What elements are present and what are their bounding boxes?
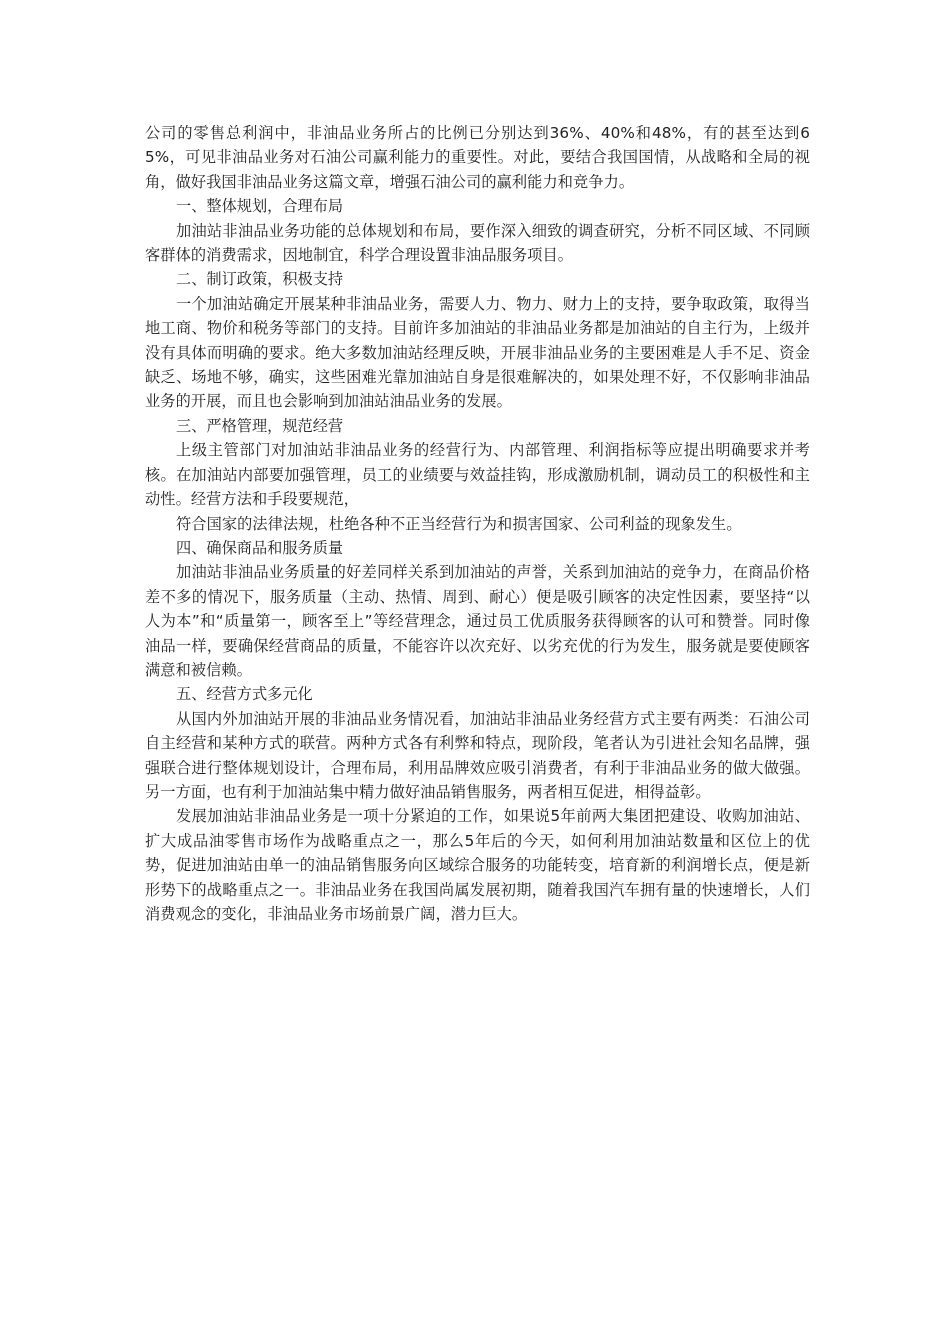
section-heading-3: 三、严格管理，规范经营 xyxy=(176,416,344,435)
paragraph-quality: 加油站非油品业务质量的好差同样关系到加油站的声誉，关系到加油站的竞争力，在商品价格差不多的情况下，服务质量（主动、热情、周到、耐心）便是吸引顾客的决定性因素，要坚持“以人为本”和“质量第一，顾客至上”等经营理念，通过员工优质服务获得顾客的认可和赞誉。同时像油品一样，要确保经营商品的质量，不能容许以次充好、以劣充优的行为发生，服务就是要使顾客满意和被信赖。 xyxy=(145,563,810,679)
section-heading-5: 五、经营方式多元化 xyxy=(176,685,313,704)
paragraph-diversification: 从国内外加油站开展的非油品业务情况看，加油站非油品业务经营方式主要有两类：石油公司自主经营和某种方式的联营。两种方式各有利弊和特点，现阶段，笔者认为引进社会知名品牌，强强联合进行整体规划设计，合理布局，利用品牌效应吸引消费者，有利于非油品业务的做大做强。另一方面，也有利于加油站集中精力做好油品销售服务，两者相互促进，相得益彰。 xyxy=(145,709,810,801)
paragraph-planning: 加油站非油品业务功能的总体规划和布局，要作深入细致的调查研究，分析不同区域、不同顾客群体的消费需求，因地制宜，科学合理设置非油品服务项目。 xyxy=(145,221,810,265)
paragraph-policy: 一个加油站确定开展某种非油品业务，需要人力、物力、财力上的支持，要争取政策，取得当地工商、物价和税务等部门的支持。目前许多加油站的非油品业务都是加油站的自主行为，上级并没有具体而明确的要求。绝大多数加油站经理反映，开展非油品业务的主要困难是人手不足、资金缺乏、场地不够，确实，这些困难光靠加油站自身是很难解决的，如果处理不好，不仅影响非油品业务的开展，而且也会影响到加油站油品业务的发展。 xyxy=(145,294,810,411)
section-heading-1: 一、整体规划，合理布局 xyxy=(176,197,344,216)
paragraph-intro: 公司的零售总利润中，非油品业务所占的比例已分别达到36%、40%和48%，有的甚至达到65%，可见非油品业务对石油公司赢利能力的重要性。对此，要结合我国国情，从战略和全局的视角，做好我国非油品业务这篇文章，增强石油公司的赢利能力和竞争力。 xyxy=(145,124,810,191)
paragraph-compliance: 符合国家的法律法规，杜绝各种不正当经营行为和损害国家、公司利益的现象发生。 xyxy=(176,514,742,533)
paragraph-conclusion: 发展加油站非油品业务是一项十分紧迫的工作，如果说5年前两大集团把建设、收购加油站、扩大成品油零售市场作为战略重点之一，那么5年后的今天，如何利用加油站数量和区位上的优势，促进加油站由单一的油品销售服务向区域综合服务的功能转变，培育新的利润增长点，便是新形势下的战略重点之一。非油品业务在我国尚属发展初期，随着我国汽车拥有量的快速增长，人们消费观念的变化，非油品业务市场前景广阔，潜力巨大。 xyxy=(145,807,810,923)
document-body xyxy=(145,121,810,926)
section-heading-2: 二、制订政策，积极支持 xyxy=(176,270,344,289)
section-heading-4: 四、确保商品和服务质量 xyxy=(176,538,344,557)
paragraph-management: 上级主管部门对加油站非油品业务的经营行为、内部管理、利润指标等应提出明确要求并考核。在加油站内部要加强管理，员工的业绩要与效益挂钩，形成激励机制，调动员工的积极性和主动性。经营方法和手段要规范， xyxy=(145,441,810,509)
